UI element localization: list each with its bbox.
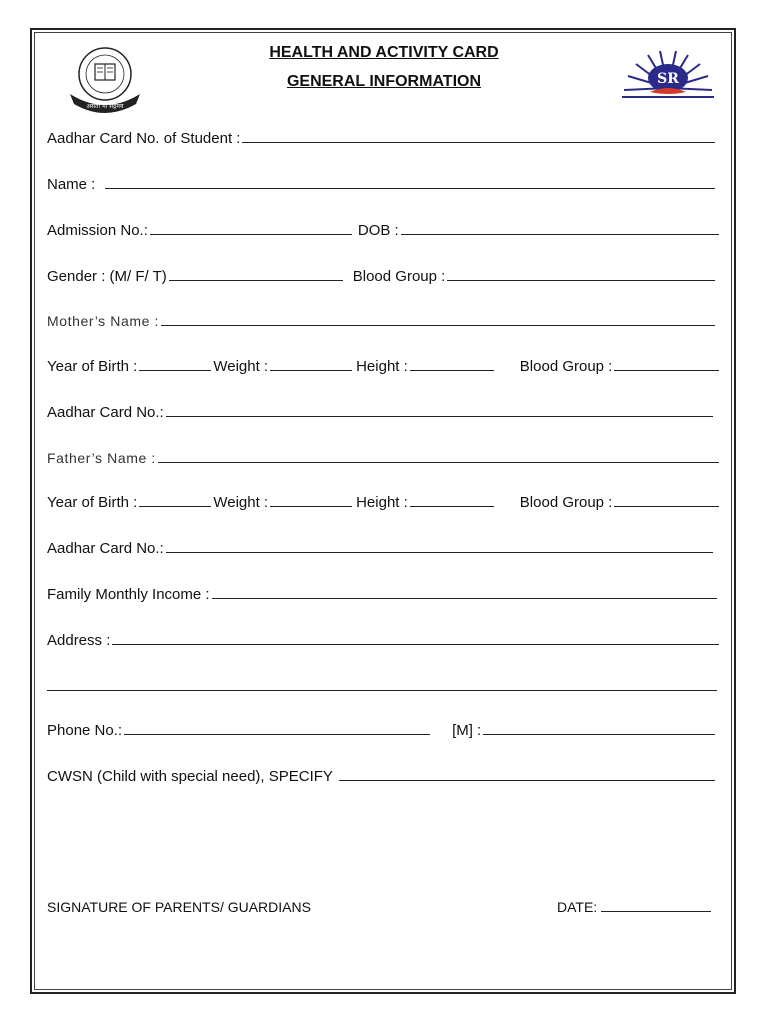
aadhar-student-field[interactable] <box>242 130 715 143</box>
row-mother-details <box>47 358 721 375</box>
label-phone: Phone No.: <box>47 722 123 739</box>
signature-label: SIGNATURE OF PARENTS/ GUARDIANS <box>47 899 311 915</box>
label-mobile: [M] : <box>452 722 482 739</box>
father-blood-group-field[interactable] <box>614 494 719 507</box>
row-admission-dob <box>47 222 721 239</box>
label-name: Name : <box>47 176 96 193</box>
mother-height-field[interactable] <box>410 358 494 371</box>
mother-blood-group-field[interactable] <box>614 358 719 371</box>
row-father-aadhar <box>47 540 721 557</box>
admission-field[interactable] <box>150 222 352 235</box>
date-label: DATE: <box>557 899 598 915</box>
card-title: HEALTH AND ACTIVITY CARD <box>269 44 499 61</box>
label-mother-name: Mother’s Name : <box>47 313 159 329</box>
father-aadhar-field[interactable] <box>166 540 713 553</box>
label-dob: DOB : <box>357 222 399 239</box>
address-line-2-field[interactable] <box>47 678 717 691</box>
label-father-name: Father’s Name : <box>47 450 156 466</box>
row-address-2 <box>47 678 721 691</box>
mobile-field[interactable] <box>483 722 715 735</box>
label-admission: Admission No.: <box>47 222 148 239</box>
mother-year-of-birth-field[interactable] <box>139 358 211 371</box>
income-field[interactable] <box>212 586 717 599</box>
label-father-year-of-birth: Year of Birth : <box>47 494 138 511</box>
mother-name-field[interactable] <box>161 313 715 326</box>
gender-field[interactable] <box>169 268 343 281</box>
label-cwsn: CWSN (Child with special need), SPECIFY <box>47 768 333 785</box>
father-year-of-birth-field[interactable] <box>139 494 211 507</box>
label-income: Family Monthly Income : <box>47 586 210 603</box>
address-field[interactable] <box>112 632 719 645</box>
father-height-field[interactable] <box>410 494 494 507</box>
row-cwsn <box>47 768 721 785</box>
row-mother-name <box>47 313 721 329</box>
label-father-aadhar: Aadhar Card No.: <box>47 540 164 557</box>
row-income <box>47 586 721 603</box>
mother-aadhar-field[interactable] <box>166 404 713 417</box>
father-name-field[interactable] <box>158 450 719 463</box>
label-mother-blood-group: Blood Group : <box>519 358 613 375</box>
dob-field[interactable] <box>401 222 719 235</box>
row-address <box>47 632 721 649</box>
label-mother-aadhar: Aadhar Card No.: <box>47 404 164 421</box>
blood-group-field[interactable] <box>447 268 715 281</box>
label-father-blood-group: Blood Group : <box>519 494 613 511</box>
label-address: Address : <box>47 632 111 649</box>
card-subtitle: GENERAL INFORMATION <box>286 73 482 90</box>
date-field[interactable] <box>601 899 711 912</box>
row-gender-blood <box>47 268 721 285</box>
row-aadhar-student <box>47 130 721 147</box>
cwsn-field[interactable] <box>339 768 715 781</box>
label-mother-year-of-birth: Year of Birth : <box>47 358 138 375</box>
row-name <box>47 176 721 193</box>
name-field[interactable] <box>105 176 715 189</box>
label-mother-weight: Weight : <box>213 358 269 375</box>
father-weight-field[interactable] <box>270 494 352 507</box>
row-phone <box>47 722 721 739</box>
svg-text:SR: SR <box>657 71 679 87</box>
phone-field[interactable] <box>124 722 430 735</box>
label-blood-group: Blood Group : <box>352 268 446 285</box>
label-gender: Gender : (M/ F/ T) <box>47 268 167 285</box>
mother-weight-field[interactable] <box>270 358 352 371</box>
svg-text:असतो मा सद्गमय: असतो मा सद्गमय <box>86 103 124 110</box>
label-father-weight: Weight : <box>213 494 269 511</box>
label-aadhar-student: Aadhar Card No. of Student : <box>47 130 241 147</box>
label-mother-height: Height : <box>356 358 408 375</box>
date-group <box>557 899 711 915</box>
row-mother-aadhar <box>47 404 721 421</box>
label-father-height: Height : <box>356 494 408 511</box>
row-father-name <box>47 450 721 466</box>
row-father-details <box>47 494 721 511</box>
